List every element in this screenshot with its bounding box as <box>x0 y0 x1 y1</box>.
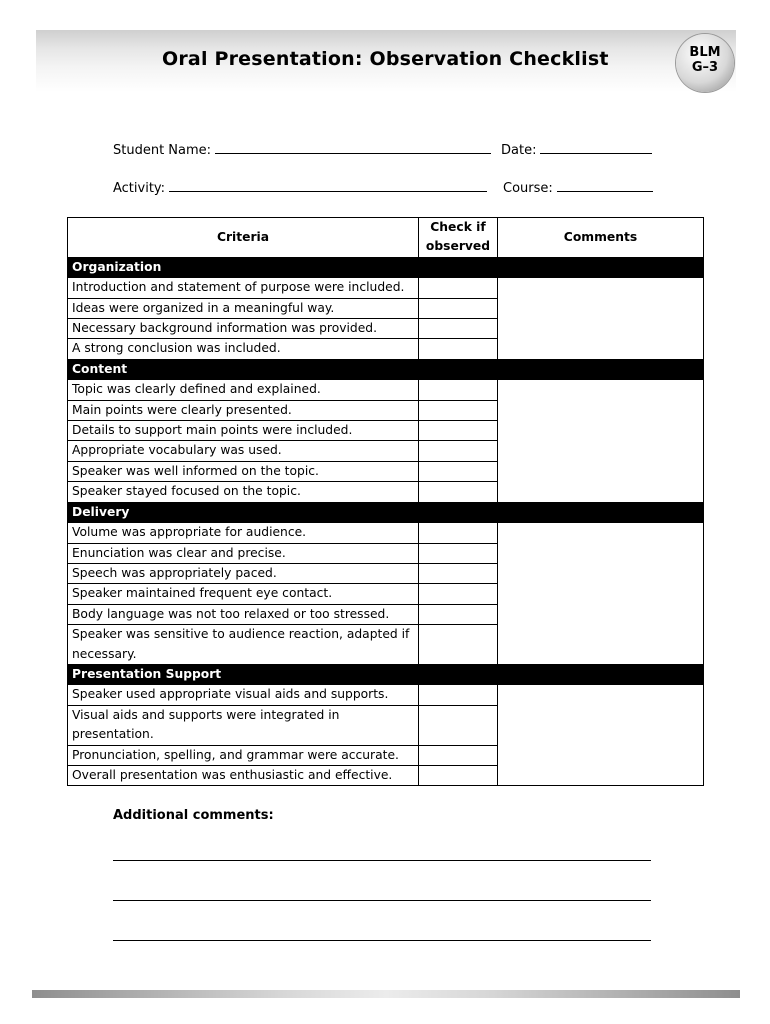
criteria-cell: Body language was not too relaxed or too stressed. <box>68 604 419 624</box>
table-row <box>68 523 704 543</box>
criteria-cell: Necessary background information was provided. <box>68 319 419 339</box>
section-row <box>68 664 704 684</box>
student-name-label: Student Name: <box>113 143 212 158</box>
criteria-cell: Visual aids and supports were integrated in presentation. <box>68 705 419 745</box>
check-cell[interactable] <box>419 380 498 400</box>
criteria-cell: Overall presentation was enthusiastic and effective. <box>68 765 419 785</box>
check-cell[interactable] <box>419 705 498 745</box>
activity-label: Activity: <box>113 181 166 196</box>
badge-line-2: G–3 <box>691 60 719 75</box>
table-row <box>68 685 704 705</box>
section-row <box>68 502 704 522</box>
comment-line-2[interactable] <box>113 900 651 901</box>
check-cell[interactable] <box>419 584 498 604</box>
check-cell[interactable] <box>419 421 498 441</box>
comments-cell[interactable] <box>498 523 704 665</box>
check-cell[interactable] <box>419 319 498 339</box>
comments-cell[interactable] <box>498 278 704 360</box>
criteria-cell: A strong conclusion was included. <box>68 339 419 359</box>
badge-line-1: BLM <box>689 45 721 60</box>
section-label: Content <box>68 359 419 379</box>
criteria-cell: Enunciation was clear and precise. <box>68 543 419 563</box>
check-cell[interactable] <box>419 765 498 785</box>
table-row <box>68 278 704 298</box>
criteria-cell: Speaker used appropriate visual aids and supports. <box>68 685 419 705</box>
check-cell[interactable] <box>419 563 498 583</box>
section-check-cell <box>419 502 498 522</box>
criteria-cell: Topic was clearly defined and explained. <box>68 380 419 400</box>
criteria-cell: Main points were clearly presented. <box>68 400 419 420</box>
table-header-row <box>68 218 704 258</box>
criteria-cell: Appropriate vocabulary was used. <box>68 441 419 461</box>
comment-line-1[interactable] <box>113 860 651 861</box>
section-label: Organization <box>68 257 419 277</box>
activity-row <box>113 179 487 196</box>
date-row <box>501 141 652 158</box>
course-label: Course: <box>503 181 553 196</box>
course-field[interactable] <box>557 179 653 192</box>
criteria-cell: Volume was appropriate for audience. <box>68 523 419 543</box>
check-cell[interactable] <box>419 685 498 705</box>
student-name-row <box>113 141 491 158</box>
criteria-cell: Speaker stayed focused on the topic. <box>68 482 419 502</box>
criteria-cell: Speaker was sensitive to audience reaction, adapted if necessary. <box>68 625 419 665</box>
section-check-cell <box>419 257 498 277</box>
criteria-cell: Speaker maintained frequent eye contact. <box>68 584 419 604</box>
check-cell[interactable] <box>419 441 498 461</box>
section-comments-cell <box>498 359 704 379</box>
check-cell[interactable] <box>419 523 498 543</box>
comments-header: Comments <box>498 218 704 258</box>
check-cell[interactable] <box>419 278 498 298</box>
date-label: Date: <box>501 143 537 158</box>
page-title: Oral Presentation: Observation Checklist <box>162 48 609 70</box>
section-row <box>68 257 704 277</box>
date-field[interactable] <box>540 141 652 154</box>
criteria-cell: Pronunciation, spelling, and grammar were accurate. <box>68 745 419 765</box>
check-cell[interactable] <box>419 543 498 563</box>
check-header-line-1: Check if <box>430 220 486 234</box>
section-row <box>68 359 704 379</box>
check-header-line-2: observed <box>425 239 491 254</box>
footer-bar <box>32 990 740 998</box>
comment-line-3[interactable] <box>113 940 651 941</box>
check-cell[interactable] <box>419 482 498 502</box>
check-cell[interactable] <box>419 298 498 318</box>
check-cell[interactable] <box>419 604 498 624</box>
section-check-cell <box>419 664 498 684</box>
observation-checklist-table <box>67 217 704 786</box>
check-cell[interactable] <box>419 461 498 481</box>
check-cell[interactable] <box>419 400 498 420</box>
section-label: Delivery <box>68 502 419 522</box>
check-header <box>419 218 498 258</box>
additional-comments-label: Additional comments: <box>113 808 274 823</box>
table-row <box>68 380 704 400</box>
section-comments-cell <box>498 664 704 684</box>
check-cell[interactable] <box>419 625 498 665</box>
check-cell[interactable] <box>419 339 498 359</box>
section-check-cell <box>419 359 498 379</box>
activity-field[interactable] <box>169 179 487 192</box>
comments-cell[interactable] <box>498 685 704 786</box>
student-name-field[interactable] <box>215 141 491 154</box>
criteria-cell: Speaker was well informed on the topic. <box>68 461 419 481</box>
blm-badge <box>676 34 734 92</box>
criteria-cell: Speech was appropriately paced. <box>68 563 419 583</box>
criteria-header: Criteria <box>68 218 419 258</box>
criteria-cell: Details to support main points were included. <box>68 421 419 441</box>
criteria-cell: Ideas were organized in a meaningful way. <box>68 298 419 318</box>
section-label: Presentation Support <box>68 664 419 684</box>
section-comments-cell <box>498 257 704 277</box>
check-cell[interactable] <box>419 745 498 765</box>
comments-cell[interactable] <box>498 380 704 502</box>
section-comments-cell <box>498 502 704 522</box>
criteria-cell: Introduction and statement of purpose were included. <box>68 278 419 298</box>
course-row <box>503 179 653 196</box>
